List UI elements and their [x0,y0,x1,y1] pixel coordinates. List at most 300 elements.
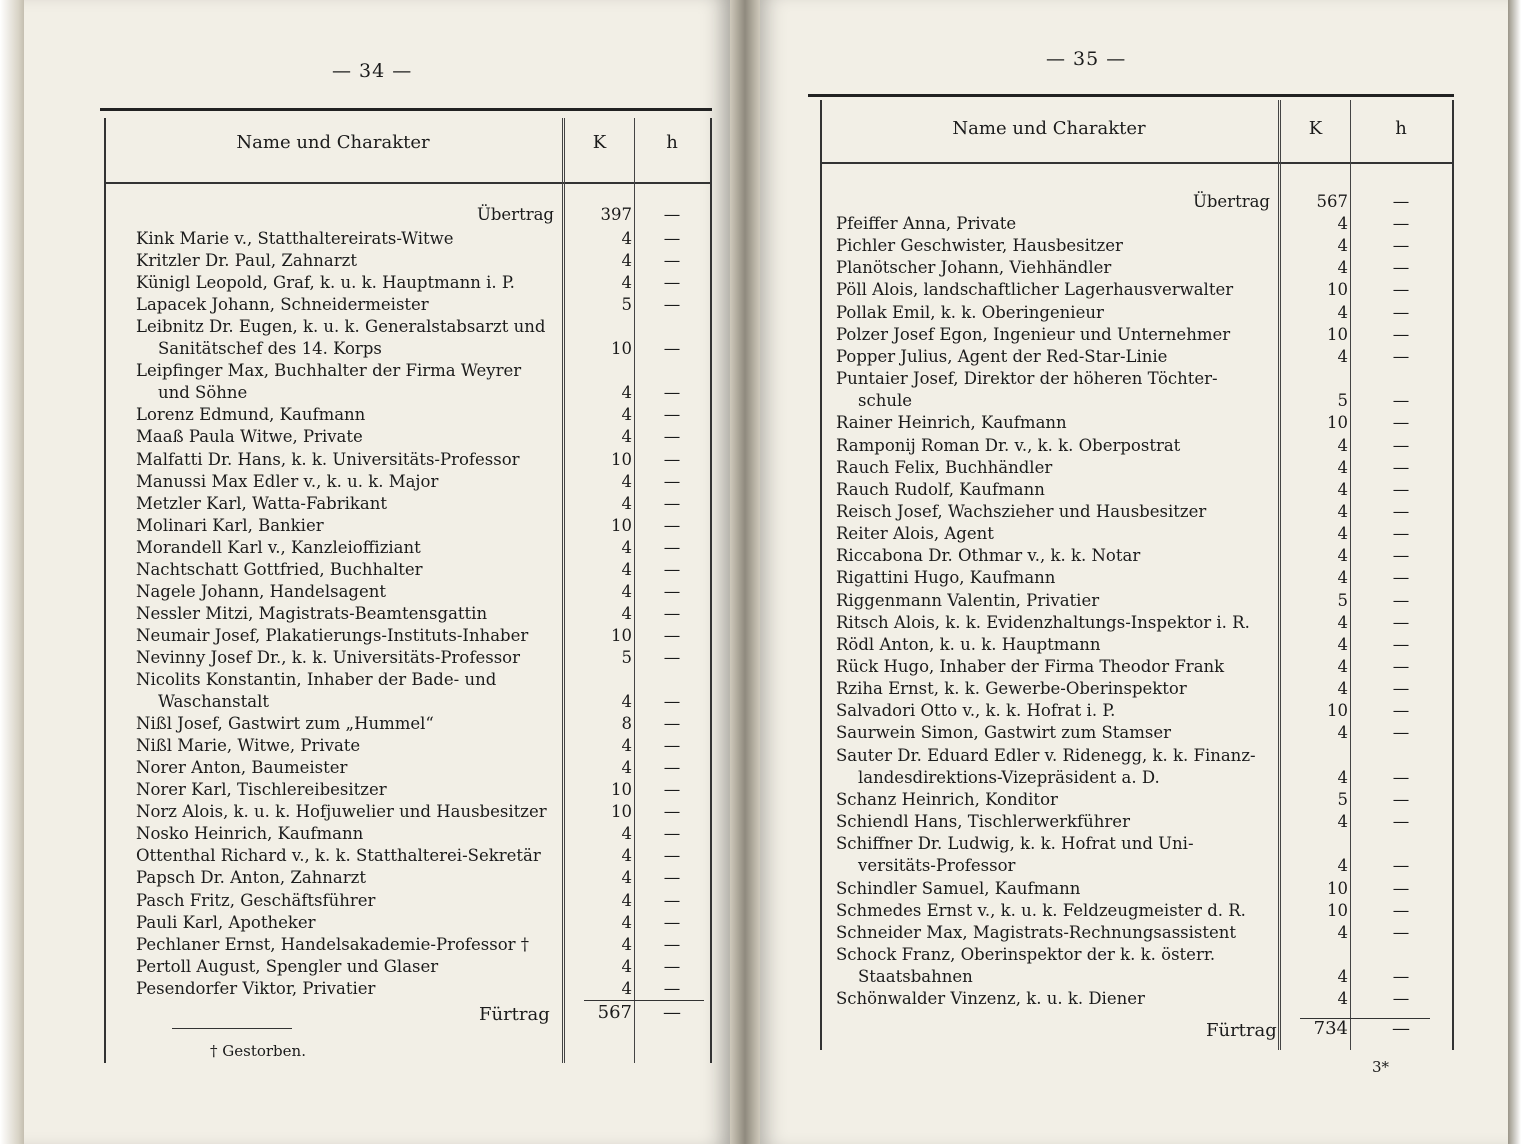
table-row [136,933,708,957]
entry-k: 4 [621,251,632,271]
page-number: — 35 — [1046,48,1127,70]
entry-h: — [1392,524,1410,544]
table-row [136,470,708,494]
entry-h: — [1392,258,1410,278]
table-row [836,478,1450,502]
book-right-edge [1508,0,1521,1144]
entry-name: Neumair Josef, Plakatierungs-Instituts-Inhaber [136,625,529,645]
header-name: Name und Charakter [236,132,430,153]
entry-name: Pöll Alois, landschaftlicher Lagerhausverwalter [836,280,1234,300]
entry-name: Nachtschatt Gottfried, Buchhalter [136,559,423,579]
entry-k: 4 [621,934,632,954]
entry-k: 4 [1337,679,1348,699]
entry-name: Nagele Johann, Handelsagent [136,581,386,601]
table-row [136,756,708,780]
entry-k: 10 [1327,878,1348,898]
carry-over-h: — [1392,192,1410,211]
entry-k: 4 [621,978,632,998]
entry-k: 4 [1337,479,1348,499]
entry-k: 4 [621,692,632,712]
entry-name: Reiter Alois, Agent [836,524,994,544]
table-row [836,943,1450,967]
entry-h: — [1392,546,1410,566]
entry-h: — [1392,856,1410,876]
entry-name: Riggenmann Valentin, Privatier [836,590,1100,610]
entry-h: — [663,736,681,756]
table-row [836,744,1450,768]
entry-k: 4 [1337,546,1348,566]
entry-name: Schiffner Dr. Ludwig, k. k. Hofrat und Uni- [836,834,1194,854]
entry-name: Künigl Leopold, Graf, k. u. k. Hauptmann i. P. [136,273,515,293]
entry-k: 4 [1337,435,1348,455]
total-h: — [663,1002,681,1023]
entry-h: — [1392,701,1410,721]
entry-name: Rainer Heinrich, Kaufmann [836,413,1067,433]
entry-h: — [1392,767,1410,787]
table-row [136,403,708,427]
total-k: 734 [1313,1018,1348,1039]
entry-k: 10 [1327,413,1348,433]
entry-k: 10 [611,780,632,800]
entry-k: 4 [1337,346,1348,366]
top-rule [808,94,1454,97]
entry-h: — [663,647,681,667]
entry-name: Pichler Geschwister, Hausbesitzer [836,236,1123,256]
entry-k: 4 [621,912,632,932]
table-row [136,668,708,692]
entry-k: 4 [1337,634,1348,654]
table-row [836,566,1450,590]
header-h: h [666,132,678,153]
entry-h: — [663,956,681,976]
entry-name: Ramponij Roman Dr. v., k. k. Oberpostrat [836,435,1181,455]
entry-k: 10 [1327,324,1348,344]
entry-h: — [1392,568,1410,588]
entry-k: 4 [1337,856,1348,876]
table-row [136,800,708,824]
entry-k: 4 [621,758,632,778]
entry-name: versitäts-Professor [858,856,1016,876]
entry-k: 10 [611,625,632,645]
entry-k: 10 [1327,900,1348,920]
table-row [836,434,1450,458]
entry-k: 4 [1337,989,1348,1009]
entry-h: — [663,868,681,888]
entry-k: 4 [1337,524,1348,544]
entry-k: 4 [1337,236,1348,256]
entry-k: 10 [611,449,632,469]
entry-name: Lapacek Johann, Schneidermeister [136,295,429,315]
entry-name: Rück Hugo, Inhaber der Firma Theodor Frank [836,657,1225,676]
entry-k: 4 [1337,568,1348,588]
book-left-edge [0,0,26,1144]
table-row [136,646,708,670]
entry-k: 4 [621,537,632,557]
entry-h: — [663,449,681,469]
table-row [836,699,1450,723]
entry-h: — [663,890,681,910]
table-row [836,899,1450,923]
table-row [136,359,708,383]
entry-k: 4 [621,427,632,447]
entry-name: Nevinny Josef Dr., k. k. Universitäts-Professor [136,647,520,667]
entry-h: — [663,692,681,712]
header-h: h [1395,118,1407,139]
table-row [836,877,1450,901]
total-label: Fürtrag [1206,1020,1277,1041]
entry-name: Schanz Heinrich, Konditor [836,789,1058,809]
header-k: K [1308,118,1323,139]
table-row [136,844,708,868]
entry-k: 4 [621,846,632,866]
left-page [24,0,730,1144]
table-row [136,734,708,758]
entry-k: 4 [1337,723,1348,743]
entry-name: Schmedes Ernst v., k. u. k. Feldzeugmeister d. R. [836,900,1246,920]
entry-name: Papsch Dr. Anton, Zahnarzt [136,868,366,888]
entry-k: 5 [621,647,632,667]
entry-name: Morandell Karl v., Kanzleioffiziant [136,537,421,557]
carry-over-h: — [663,205,681,224]
entry-name: Puntaier Josef, Direktor der höheren Töchter- [836,369,1218,389]
entry-name: Pesendorfer Viktor, Privatier [136,978,376,998]
entry-k: 5 [621,295,632,315]
table-row [136,425,708,449]
table-row [136,448,708,472]
entry-h: — [1392,789,1410,809]
carry-over-row [136,203,708,227]
total-k: 567 [597,1002,632,1023]
entry-name: Norer Karl, Tischlereibesitzer [136,780,387,800]
entry-name: Salvadori Otto v., k. k. Hofrat i. P. [836,701,1116,721]
entry-name: Pauli Karl, Apotheker [136,912,316,932]
entry-name: Rödl Anton, k. u. k. Hauptmann [836,634,1101,654]
header-rule [820,162,1452,164]
table-row [136,977,708,1001]
entry-name: Nißl Marie, Witwe, Private [136,736,361,756]
table-row [836,788,1450,812]
table-row [836,256,1450,280]
table-row [136,955,708,979]
entry-k: 4 [621,229,632,248]
entry-k: 4 [1337,612,1348,632]
entry-h: — [663,339,681,359]
entry-name: Maaß Paula Witwe, Private [136,427,363,447]
entry-name: Kink Marie v., Statthaltereirats-Witwe [136,229,454,248]
entry-h: — [663,846,681,866]
entry-k: 4 [1337,767,1348,787]
entry-name: Riccabona Dr. Othmar v., k. k. Notar [836,546,1141,566]
entry-h: — [663,515,681,535]
entry-name: Sauter Dr. Eduard Edler v. Ridenegg, k. k. Finanz- [836,745,1256,765]
entry-k: 4 [621,890,632,910]
table-row [836,589,1450,613]
entry-name: schule [858,391,913,411]
entry-name: und Söhne [158,383,248,403]
entry-name: Nißl Josef, Gastwirt zum „Hummel“ [136,714,434,734]
entry-h: — [1392,922,1410,942]
entry-h: — [1392,457,1410,477]
entry-k: 4 [621,824,632,844]
entry-h: — [663,427,681,447]
carry-over-label: Übertrag [1192,192,1270,211]
table-row [136,580,708,604]
table-row [836,456,1450,480]
entry-k: 4 [1337,214,1348,233]
entry-name: Rauch Rudolf, Kaufmann [836,479,1045,499]
table-row [836,389,1450,413]
entry-h: — [663,537,681,557]
entry-k: 10 [611,802,632,822]
entry-name: Manussi Max Edler v., k. u. k. Major [136,471,439,491]
entry-h: — [1392,324,1410,344]
entry-name: Ritsch Alois, k. k. Evidenzhaltungs-Inspektor i. R. [836,612,1250,632]
entry-h: — [1392,679,1410,699]
entry-h: — [663,405,681,425]
table-row [136,315,708,339]
right-page [760,0,1508,1144]
table-row [836,721,1450,745]
entry-name: Nicolits Konstantin, Inhaber der Bade- und [136,670,497,689]
entry-k: 4 [621,471,632,491]
table-row [836,766,1450,790]
entry-h: — [1392,479,1410,499]
entry-k: 10 [611,515,632,535]
entry-h: — [1392,236,1410,256]
entry-name: Metzler Karl, Watta-Fabrikant [136,493,387,513]
table-row [836,323,1450,347]
entry-name: Pfeiffer Anna, Private [836,214,1017,233]
entry-k: 4 [1337,657,1348,676]
table-row [836,810,1450,834]
entry-h: — [663,934,681,954]
table-row [836,921,1450,945]
entry-name: Saurwein Simon, Gastwirt zum Stamser [836,723,1171,743]
entry-h: — [663,824,681,844]
entry-h: — [1392,501,1410,521]
entry-k: 5 [1337,391,1348,411]
entry-name: Pertoll August, Spengler und Glaser [136,956,439,976]
page-number: — 34 — [332,60,413,82]
entry-name: Norz Alois, k. u. k. Hofjuwelier und Hausbesitzer [136,802,547,822]
table-row [836,522,1450,546]
entry-k: 4 [1337,302,1348,322]
table-row [136,822,708,846]
entry-name: Malfatti Dr. Hans, k. k. Universitäts-Professor [136,449,520,469]
table-row [836,234,1450,258]
entry-k: 4 [621,956,632,976]
table-row [136,337,708,361]
table-row [836,301,1450,325]
entry-k: 4 [621,736,632,756]
table-row [136,492,708,516]
entry-h: — [1392,391,1410,411]
table-row [136,911,708,935]
table-row [836,367,1450,391]
entry-k: 4 [621,603,632,623]
entry-k: 10 [1327,280,1348,300]
entry-h: — [1392,280,1410,300]
table-row [136,690,708,714]
entry-h: — [1392,214,1410,233]
header-name: Name und Charakter [952,118,1146,139]
footnote: † Gestorben. [210,1042,306,1060]
entry-k: 4 [1337,457,1348,477]
entry-k: 4 [1337,501,1348,521]
table-row [836,832,1450,856]
entry-name: Pasch Fritz, Geschäftsführer [136,890,376,910]
entry-k: 4 [1337,258,1348,278]
entry-k: 4 [621,868,632,888]
entry-k: 4 [1337,967,1348,987]
entry-h: — [1392,612,1410,632]
entry-k: 5 [1337,789,1348,809]
table-row [136,293,708,317]
entry-name: Popper Julius, Agent der Red-Star-Linie [836,346,1168,366]
entry-name: Pechlaner Ernst, Handelsakademie-Professor † [136,934,530,954]
table-row [136,381,708,405]
entry-h: — [1392,302,1410,322]
entry-h: — [1392,590,1410,610]
table-row [136,558,708,582]
table-row [136,712,708,736]
table-row [136,778,708,802]
entry-name: Rigattini Hugo, Kaufmann [836,568,1056,588]
entry-k: 4 [621,383,632,403]
entry-name: Polzer Josef Egon, Ingenieur und Unternehmer [836,324,1231,344]
total-h: — [1392,1018,1410,1039]
entry-h: — [1392,900,1410,920]
entry-name: Sanitätschef des 14. Korps [158,339,382,359]
entry-name: Waschanstalt [158,692,270,712]
sum-rule [584,1000,704,1001]
entry-k: 10 [611,339,632,359]
table-row [836,854,1450,878]
entry-name: Nessler Mitzi, Magistrats-Beamtensgattin [136,603,488,623]
entry-h: — [663,295,681,315]
entry-name: Leibnitz Dr. Eugen, k. u. k. Generalstabsarzt und [136,317,546,337]
entry-h: — [663,581,681,601]
table-row [136,536,708,560]
table-row [836,212,1450,236]
entry-h: — [663,714,681,734]
carry-over-label: Übertrag [476,205,554,224]
entry-k: 4 [621,493,632,513]
entry-name: Planötscher Johann, Viehhändler [836,258,1112,278]
entry-k: 4 [621,581,632,601]
table-row [836,411,1450,435]
entry-k: 5 [1337,590,1348,610]
entry-h: — [1392,723,1410,743]
entry-k: 8 [621,714,632,734]
entry-k: 4 [1337,812,1348,832]
table-row [136,602,708,626]
table-row [136,889,708,913]
entry-name: Schock Franz, Oberinspektor der k. k. österr. [836,944,1216,964]
entry-name: Leipfinger Max, Buchhalter der Firma Weyrer [136,361,522,381]
table-row [836,987,1450,1011]
entry-k: 4 [621,273,632,293]
entry-name: Lorenz Edmund, Kaufmann [136,405,366,425]
table-row [836,278,1450,302]
entry-h: — [663,229,681,248]
entry-h: — [663,780,681,800]
entry-h: — [1392,413,1410,433]
entry-name: Schneider Max, Magistrats-Rechnungsassistent [836,922,1237,942]
entry-h: — [1392,967,1410,987]
entry-name: Kritzler Dr. Paul, Zahnarzt [136,251,357,271]
table-row [836,611,1450,635]
table-row [836,965,1450,989]
entry-name: Schönwalder Vinzenz, k. u. k. Diener [836,989,1145,1009]
entry-h: — [663,559,681,579]
entry-k: 4 [621,559,632,579]
entry-h: — [1392,634,1410,654]
entry-h: — [663,802,681,822]
entry-h: — [663,978,681,998]
table-row [836,544,1450,568]
table-row [836,677,1450,701]
book-gutter [730,0,760,1144]
table-row [136,271,708,295]
entry-name: Pollak Emil, k. k. Oberingenieur [836,302,1104,322]
table-row [136,227,708,251]
entry-h: — [663,912,681,932]
entry-name: Schiendl Hans, Tischlerwerkführer [836,812,1130,832]
entry-name: Molinari Karl, Bankier [136,515,324,535]
table-row [136,514,708,538]
entry-h: — [1392,657,1410,676]
carry-over-row [836,190,1450,214]
entry-h: — [1392,989,1410,1009]
entry-name: Norer Anton, Baumeister [136,758,348,778]
entry-h: — [663,625,681,645]
entry-h: — [1392,812,1410,832]
entry-h: — [663,251,681,271]
entry-k: 4 [1337,922,1348,942]
table-row [136,866,708,890]
table-row [836,655,1450,679]
carry-over-k: 397 [600,205,632,224]
entry-name: landesdirektions-Vizepräsident a. D. [858,767,1160,787]
entry-h: — [663,383,681,403]
entry-h: — [663,758,681,778]
entry-name: Nosko Heinrich, Kaufmann [136,824,364,844]
table-row [836,500,1450,524]
entry-name: Schindler Samuel, Kaufmann [836,878,1081,898]
table-row [136,624,708,648]
table-row [836,633,1450,657]
footnote-rule [172,1028,292,1029]
table-row [136,249,708,273]
entry-h: — [1392,435,1410,455]
top-rule [100,108,712,111]
table-row [836,345,1450,369]
entry-h: — [663,273,681,293]
entry-k: 4 [621,405,632,425]
entry-name: Rauch Felix, Buchhändler [836,457,1053,477]
header-rule [104,182,710,184]
entry-name: Rziha Ernst, k. k. Gewerbe-Oberinspektor [836,679,1187,699]
total-label: Fürtrag [479,1004,550,1025]
header-k: K [592,132,607,153]
signature-mark: 3* [1372,1058,1390,1076]
entry-h: — [663,493,681,513]
entry-name: Ottenthal Richard v., k. k. Statthalterei-Sekretär [136,846,541,866]
carry-over-k: 567 [1316,192,1348,211]
entry-h: — [1392,878,1410,898]
entry-h: — [663,471,681,491]
